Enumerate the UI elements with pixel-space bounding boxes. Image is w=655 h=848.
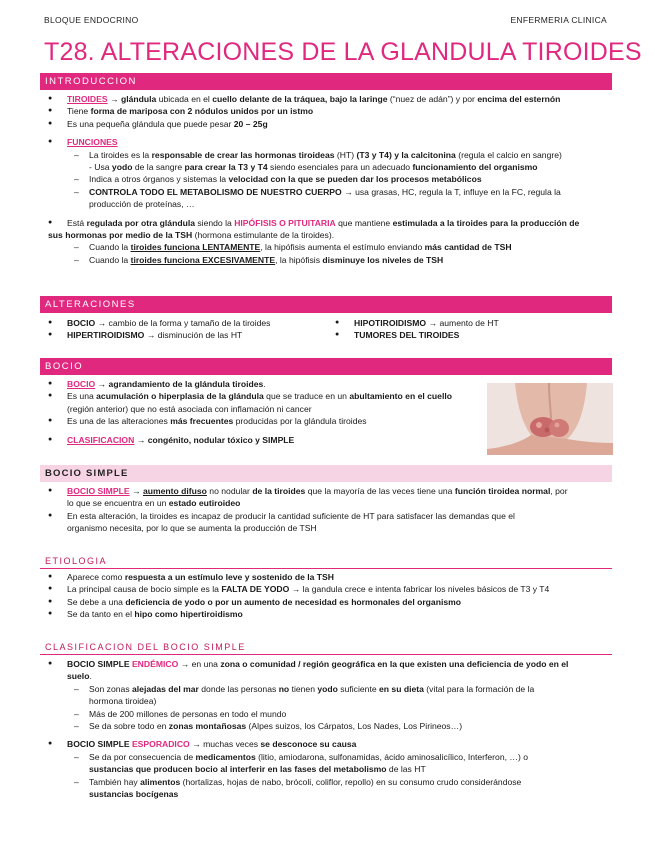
list-item: ● Se da tanto en el hipo como hipertiroidismo [40, 608, 615, 620]
section-clasificacion: CLASIFICACION DEL BOCIO SIMPLE [40, 642, 612, 655]
list-item-cont: (región anterior) que no está asociada con inflamación ni cancer [67, 403, 312, 414]
list-item: – Son zonas alejadas del mar donde las personas no tienen yodo suficiente en su dieta (vital para la formación de la [40, 683, 615, 695]
list-item: ● TUMORES DEL TIROIDES [327, 329, 607, 341]
list-item: – También hay alimentos (hortalizas, hojas de nabo, brócoli, coliflor, repollo) en su consumo crudo considerándose [40, 776, 615, 788]
list-item: – Se da sobre todo en zonas montañosas (Alpes suizos, los Cárpatos, Los Nades, Los Pirineos…) [40, 720, 615, 732]
neck-illustration [487, 383, 613, 455]
header-left: BLOQUE ENDOCRINO [44, 15, 139, 25]
list-item-cont: sus hormonas por medio de la TSH (hormona estimulante de la tiroides). [48, 230, 335, 241]
list-item-cont: sustancias bocígenas [89, 789, 179, 800]
list-item: – Se da por consecuencia de medicamentos (litio, amiodarona, sulfonamidas, ácido aminosalicílico, Interferon, …) o [40, 751, 615, 763]
etiologia-block [40, 571, 615, 621]
intro-block [40, 93, 615, 266]
list-item-cont: lo que se encuentra en un estado eutiroideo [67, 498, 241, 509]
list-item: ● Es una de las alteraciones más frecuentes producidas por la glándula tiroides [40, 415, 490, 427]
clasificacion-block [40, 658, 615, 800]
section-bar-bocio: BOCIO [40, 358, 612, 375]
list-item-cont: - Usa yodo de la sangre para crear la T3 y T4 siendo esenciales para un adecuado funcionamiento del organismo [89, 162, 538, 173]
list-item: ● BOCIO → cambio de la forma y tamaño de la tiroides [40, 317, 330, 329]
bocio-simple-block [40, 485, 615, 535]
list-item: ● BOCIO SIMPLE ESPORADICO → muchas veces se desconoce su causa [40, 738, 615, 750]
list-item: ● BOCIO SIMPLE ENDÉMICO → en una zona o comunidad / región geográfica en la que existen una deficiencia de yodo en el [40, 658, 615, 670]
alteraciones-col-right [327, 317, 607, 342]
header-right: ENFERMERIA CLINICA [510, 15, 607, 25]
bocio-block [40, 378, 490, 446]
list-item: ● TIROIDES → glándula ubicada en el cuello delante de la tráquea, bajo la laringe (“nuez de adán”) y por encima del esternón [40, 93, 615, 105]
list-item-cont: organismo necesita, por lo que se aumenta la producción de TSH [67, 523, 317, 534]
list-item: ● La principal causa de bocio simple es la FALTA DE YODO → la gandula crece e intenta fabricar los niveles básicos de T3 y T4 [40, 583, 615, 595]
list-item: ● Se debe a una deficiencia de yodo o por un aumento de necesidad es hormonales del organismo [40, 596, 615, 608]
page-title: T28. ALTERACIONES DE LA GLANDULA TIROIDES [44, 38, 642, 66]
list-item-cont: producción de proteínas, … [89, 199, 195, 210]
section-etiologia: ETIOLOGIA [40, 556, 612, 569]
list-item: ● Es una acumulación o hiperplasia de la glándula que se traduce en un abultamiento en el cuello [40, 390, 490, 402]
list-item: ● Es una pequeña glándula que puede pesar 20 – 25g [40, 118, 615, 130]
list-item: – La tiroides es la responsable de crear las hormonas tiroideas (HT) (T3 y T4) y la calcitonina (regula el calcio en sangre) [40, 149, 615, 161]
list-item: ● FUNCIONES [40, 136, 615, 148]
section-bar-introduccion: INTRODUCCION [40, 73, 612, 90]
list-item: ● HIPERTIROIDISMO → disminución de las HT [40, 329, 330, 341]
list-item: ● Aparece como respuesta a un estímulo leve y sostenido de la TSH [40, 571, 615, 583]
list-item: – Indica a otros órganos y sistemas la velocidad con la que se pueden dar los procesos metabólicos [40, 173, 615, 185]
section-bar-alteraciones: ALTERACIONES [40, 296, 612, 313]
list-item: ● CLASIFICACION → congénito, nodular tóxico y SIMPLE [40, 434, 490, 446]
list-item-cont: sustancias que producen bocio al interferir en las fases del metabolismo de las HT [89, 764, 426, 775]
list-item: – Más de 200 millones de personas en todo el mundo [40, 708, 615, 720]
list-item: ● BOCIO SIMPLE → aumento difuso no nodular de la tiroides que la mayoría de las veces tiene una función tiroidea normal, por [40, 485, 615, 497]
list-item: ● En esta alteración, la tiroides es incapaz de producir la cantidad suficiente de HT para satisfacer las demandas que el [40, 510, 615, 522]
list-item: ● HIPOTIROIDISMO → aumento de HT [327, 317, 607, 329]
list-item: – CONTROLA TODO EL METABOLISMO DE NUESTRO CUERPO → usa grasas, HC, regula la T, influye en la FC, regula la [40, 186, 615, 198]
list-item: – Cuando la tiroides funciona EXCESIVAMENTE, la hipófisis disminuye los niveles de TSH [40, 254, 615, 266]
list-item: ● BOCIO → agrandamiento de la glándula tiroides. [40, 378, 490, 390]
list-item: – Cuando la tiroides funciona LENTAMENTE, la hipófisis aumenta el estímulo enviando más cantidad de TSH [40, 241, 615, 253]
list-item: ● Tiene forma de mariposa con 2 nódulos unidos por un istmo [40, 105, 615, 117]
list-item-cont: hormona tiroidea) [89, 696, 157, 707]
list-item-cont: suelo. [67, 671, 92, 682]
list-item: ● Está regulada por otra glándula siendo la HIPÓFISIS O PITUITARIA que mantiene estimulada a la tiroides para la producción de [40, 217, 615, 229]
section-bar-bocio-simple: BOCIO SIMPLE [40, 465, 612, 482]
alteraciones-col-left [40, 317, 330, 342]
goiter-neck-image [487, 383, 613, 455]
